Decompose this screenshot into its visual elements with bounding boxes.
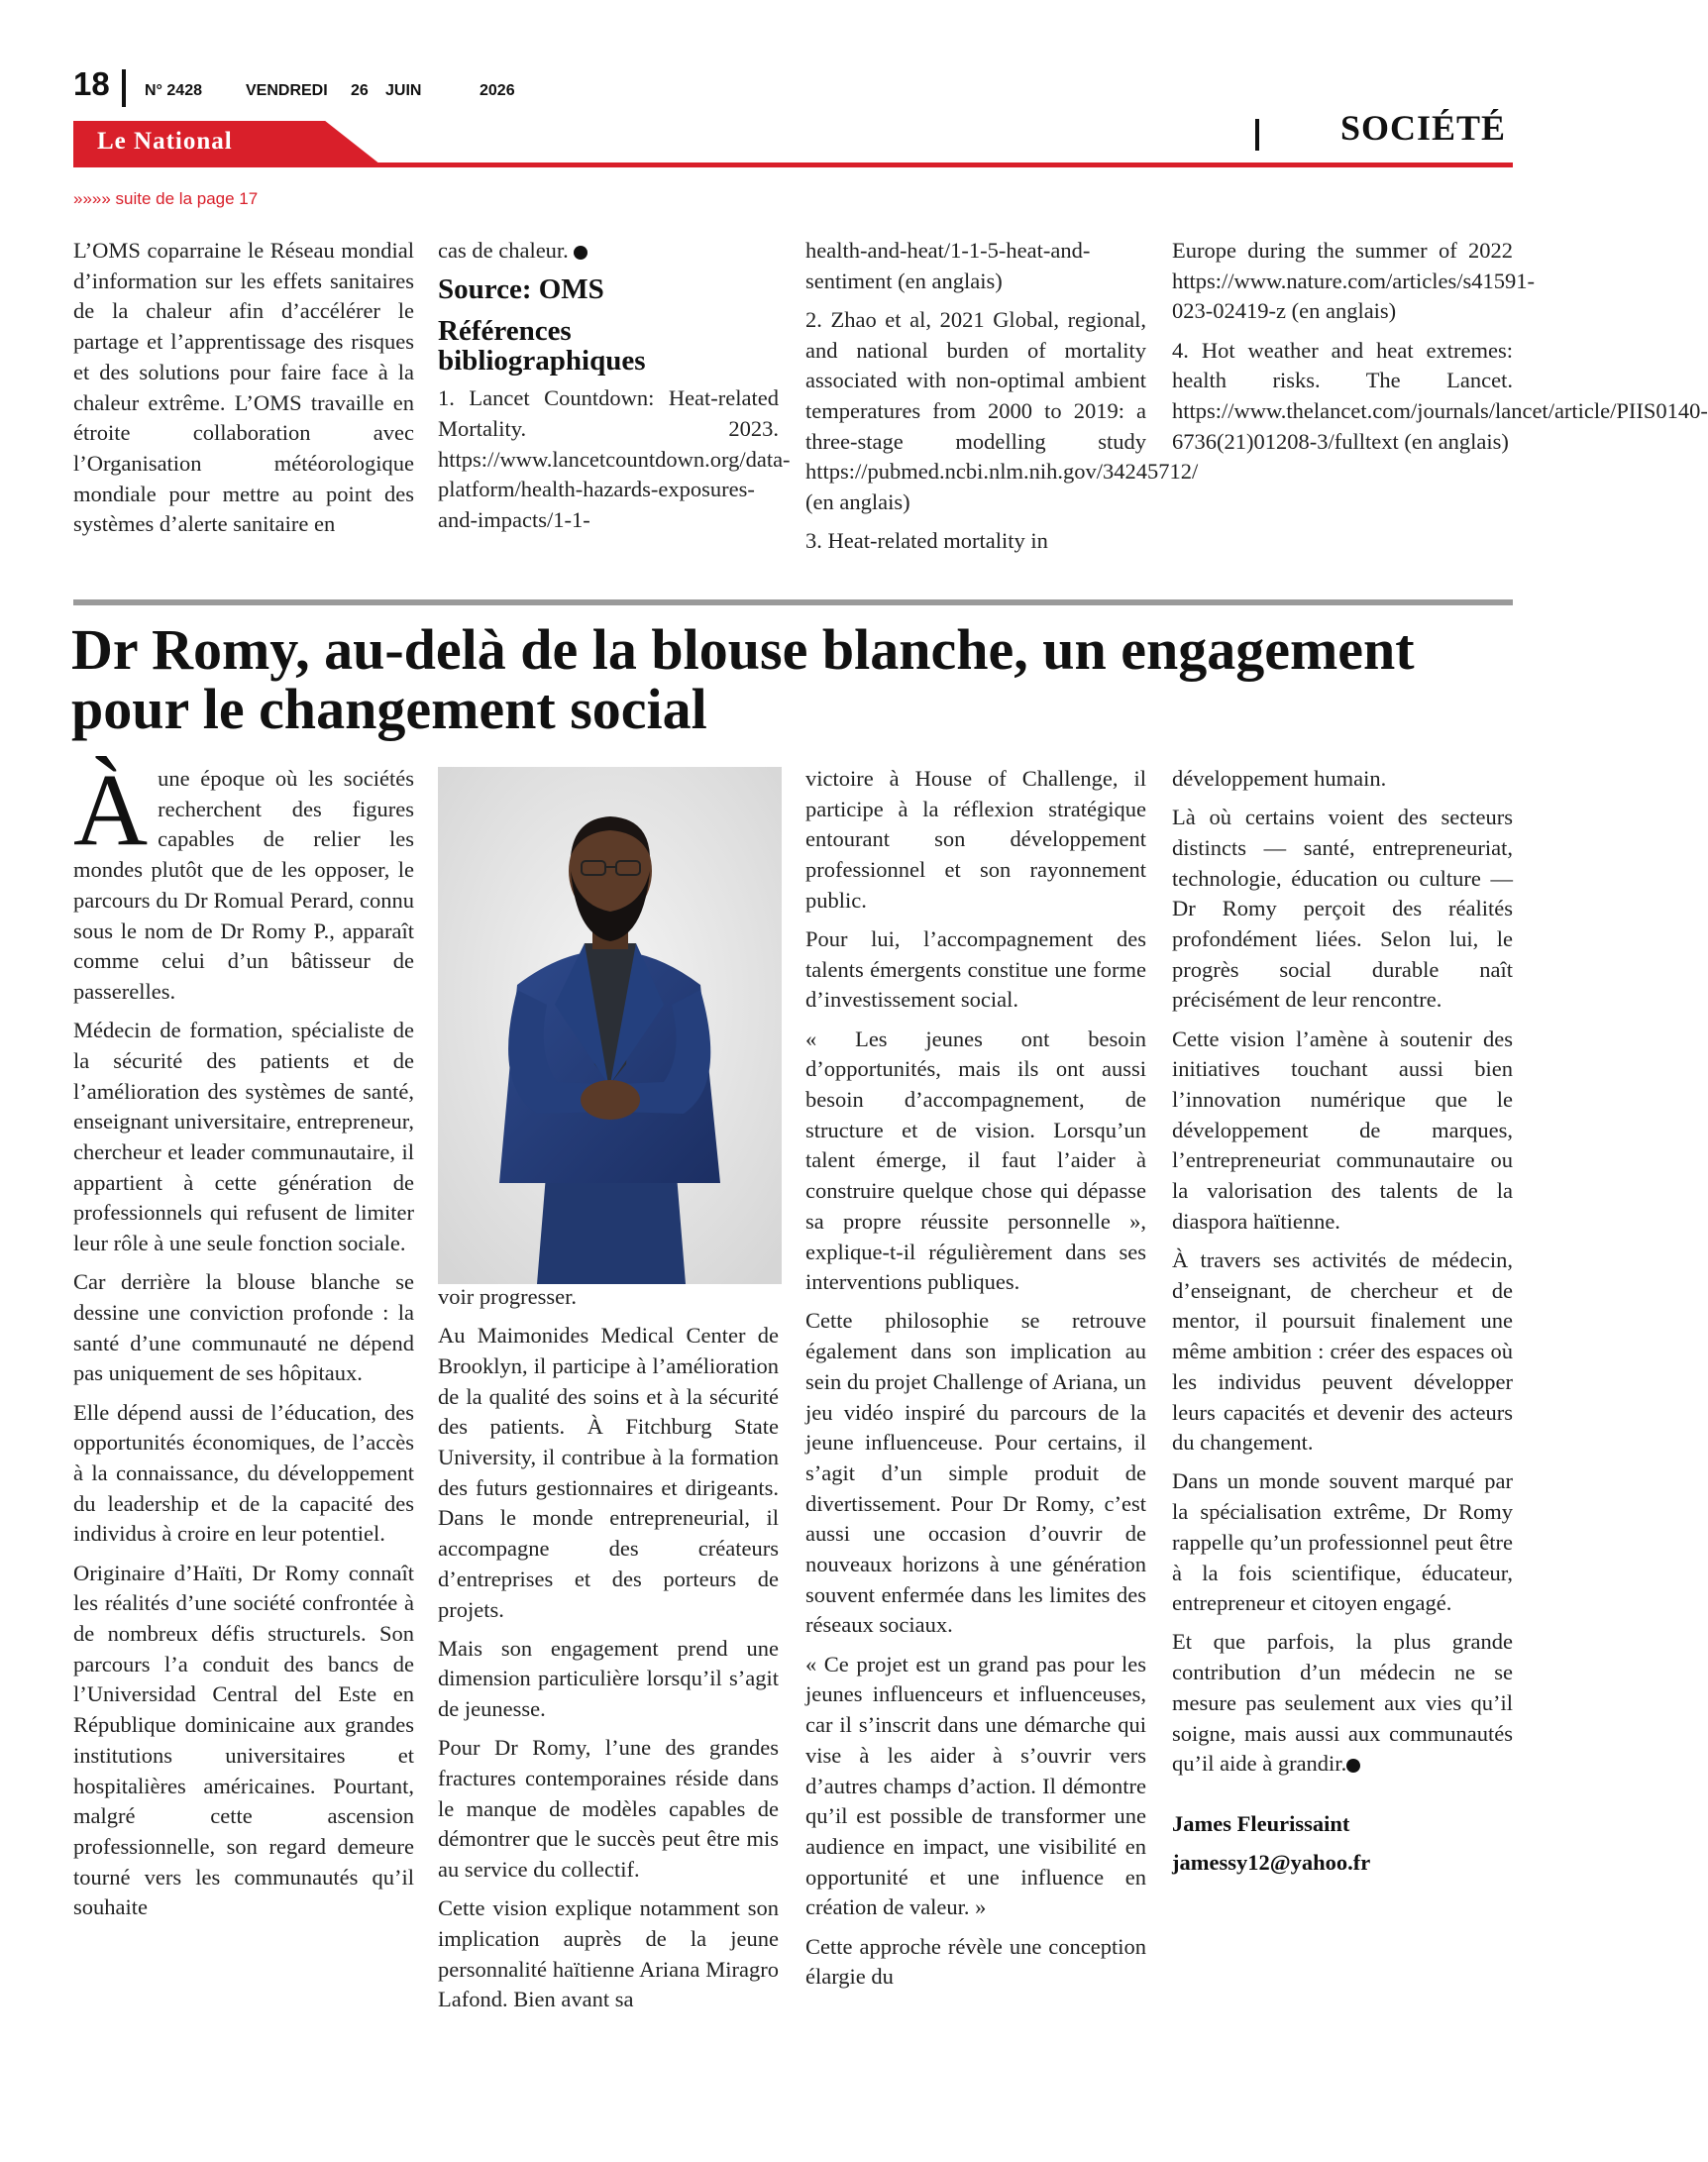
prev-article-column-1 [73,236,414,549]
drop-cap: À [73,753,149,867]
paragraph-text: une époque où les sociétés recherchent des figures capables de relier les mondes plutôt que de les opposer, le parcours du Dr Romual Perard, connu sous le nom de Dr Romy P., apparaît comme celui d’un bâtisseur de passerelles. [73,766,414,1004]
page-number-divider [122,69,126,107]
paragraph: Au Maimonides Medical Center de Brooklyn, il participe à l’amélioration de la qualité des soins et à la sécurité des patients. À Fitchburg State University, il contribue à la formation des futurs gestionnaires et dirigeants. Dans le monde entrepreneurial, il accompagne des créateurs d’entreprises et des porteurs de projets. [438,1323,779,1622]
issue-number: N° 2428 [145,82,202,99]
paragraph: Cette approche révèle une conception élargie du [805,1933,1146,1990]
paragraph: Pour lui, l’accompagnement des talents émergents constitue une forme d’investissement social. [805,926,1146,1013]
paragraph: Car derrière la blouse blanche se dessine une conviction profonde : la santé d’une communauté ne dépend pas uniquement de ses hôpitaux. [73,1269,414,1386]
paragraph [73,753,414,1008]
paragraph: développement humain. [1172,766,1387,791]
prev-article-column-2 [438,236,791,544]
paragraph: victoire à House of Challenge, il participe à la réflexion stratégique entourant son développement professionnel et son rayonnement public. [805,766,1146,913]
article-column-2 [438,1282,779,2024]
portrait-illustration [438,767,782,1284]
continued-from: »»»» suite de la page 17 [73,189,259,208]
portrait-photo [438,767,782,1284]
article-column-3 [805,764,1146,2000]
newspaper-brand [73,121,380,164]
source-heading: Source: OMS [438,273,604,306]
date-month: JUIN [385,82,422,99]
section-divider [1255,119,1259,151]
paragraph: À travers ses activités de médecin, d’enseignant, de chercheur et de mentor, il poursuit finalement une même ambition : créer des espaces où les individus peuvent développer leurs capacités et devenir des acteurs du changement. [1172,1247,1513,1456]
end-mark-icon [574,246,587,260]
date-year: 2026 [480,82,515,99]
prev-article-column-3 [805,236,1199,566]
references-heading: Références bibliographiques [438,315,646,378]
paragraph: Dans un monde souvent marqué par la spécialisation extrême, Dr Romy rappelle qu’un professionnel peut être à la fois scientifique, éducateur, entrepreneur et citoyen engagé. [1172,1468,1513,1616]
date-day: 26 [351,82,369,99]
paragraph: Cette vision l’amène à soutenir des initiatives touchant aussi bien l’innovation numérique que le développement de marques, l’entrepreneuriat communautaire ou la valorisation des talents de la diaspora haïtienne. [1172,1026,1513,1234]
section-title: SOCIÉTÉ [1340,108,1507,148]
paragraph [1172,1627,1513,1780]
paragraph: Elle dépend aussi de l’éducation, des opportunités économiques, de l’accès à la connaissance, du développement du leadership et de la capacité des individus à croire en leur potentiel. [73,1399,414,1547]
paragraph: Mais son engagement prend une dimension particulière lorsqu’il s’agit de jeunesse. [438,1635,779,1722]
reference-item: 1. Lancet Countdown: Heat-related Mortality. 2023. https://www.lancetcountdown.org/data-platform/health-hazards-exposures-and-impacts/1-1- [438,385,791,533]
article-column-4 [1172,764,1513,1887]
paragraph: « Les jeunes ont besoin d’opportunités, mais ils ont aussi besoin d’accompagnement, de structure et de vision. Lorsqu’un talent émerge, il faut l’aider à construire quelque chose qui dépasse sa propre réussite personnelle », explique-t-il régulièrement dans ses interventions publiques. [805,1026,1146,1295]
reference-item: 3. Heat-related mortality in [805,528,1048,554]
date-weekday: VENDREDI [246,82,328,99]
article-separator [73,599,1513,605]
author-email[interactable]: jamessy12@yahoo.fr [1172,1850,1371,1876]
reference-item: 2. Zhao et al, 2021 Global, regional, and national burden of mortality associated with non-optimal ambient temperatures from 2000 to 2019: a three-stage modelling study https://pubmed.ncbi.nlm.nih.gov/34245712/ (en anglais) [805,306,1199,515]
paragraph-text: cas de chaleur. [438,238,569,263]
reference-item: health-and-heat/1-1-5-heat-and-sentiment (en anglais) [805,238,1091,293]
reference-item: Europe during the summer of 2022 https://www.nature.com/articles/s41591-023-02419-z (en anglais) [1172,238,1535,324]
author-name: James Fleurissaint [1172,1811,1350,1836]
prev-article-column-4 [1172,236,1708,466]
paragraph: « Ce projet est un grand pas pour les jeunes influenceurs et influenceuses, car il s’inscrit dans une démarche qui vise à les aider à s’ouvrir vers d’autres champs d’action. Il démontre qu’il est possible de transformer une audience en impact, une visibilité en opportunité et une influence en création de valeur. » [805,1651,1146,1920]
reference-item: 4. Hot weather and heat extremes: health risks. The Lancet. https://www.thelancet.com/journals/lancet/article/PIIS0140-6736(21)01208-3/fulltext (en anglais) [1172,337,1708,454]
paragraph [438,236,779,267]
paragraph: Originaire d’Haïti, Dr Romy connaît les réalités d’une société confrontée à de nombreux défis structurels. Son parcours l’a conduit des bancs de l’Universidad Central del Este en République dominicaine aux grandes institutions universitaires et hospitalières américaines. Pourtant, malgré cette ascension professionnelle, son regard demeure tourné vers les communautés qu’il souhaite [73,1560,414,1920]
end-mark-icon [1346,1759,1360,1773]
paragraph: L’OMS coparraine le Réseau mondial d’information sur les effets sanitaires de la chaleur afin d’accélérer le partage et l’apprentissage des risques et des solutions pour faire face à la chaleur extrême. L’OMS travaille en étroite collaboration avec l’Organisation météorologique mondiale pour mettre au point des systèmes d’alerte sanitaire en [73,238,414,537]
page-number: 18 [73,65,110,102]
paragraph: Médecin de formation, spécialiste de la sécurité des patients et de l’amélioration des systèmes de santé, enseignant universitaire, entrepreneur, chercheur et leader communautaire, il appartient à cette génération de professionnels qui refusent de limiter leur rôle à une seule fonction sociale. [73,1018,414,1256]
article-headline: Dr Romy, au-delà de la blouse blanche, un engagement pour le changement social [71,617,1415,741]
paragraph-text: Et que parfois, la plus grande contribution d’un médecin ne se mesure pas seulement aux vies qu’il soigne, mais aussi aux communautés qu’il aide à grandir. [1172,1629,1513,1777]
paragraph: Pour Dr Romy, l’une des grandes fractures contemporaines réside dans le manque de modèles capables de démontrer que le succès peut être mis au service du collectif. [438,1735,779,1883]
brand-label: Le National [97,128,233,155]
paragraph: Là où certains voient des secteurs distincts — santé, entrepreneuriat, technologie, éducation ou culture — Dr Romy perçoit des réalités profondément liées. Selon lui, le progrès social durable naît précisément de leur rencontre. [1172,805,1513,1013]
header-rule [73,162,1513,167]
paragraph: voir progresser. [438,1284,577,1309]
paragraph: Cette philosophie se retrouve également dans son implication au sein du projet Challenge of Ariana, un jeu vidéo inspiré du parcours de la jeune influenceuse. Pour certains, il s’agit d’un simple produit de divertissement. Pour Dr Romy, c’est aussi une occasion d’ouvrir de nouveaux horizons à une génération souvent enfermée dans les limites des réseaux sociaux. [805,1308,1146,1638]
article-column-1 [73,753,414,1932]
paragraph: Cette vision explique notamment son implication auprès de la jeune personnalité haïtienne Ariana Miragro Lafond. Bien avant sa [438,1895,779,2012]
